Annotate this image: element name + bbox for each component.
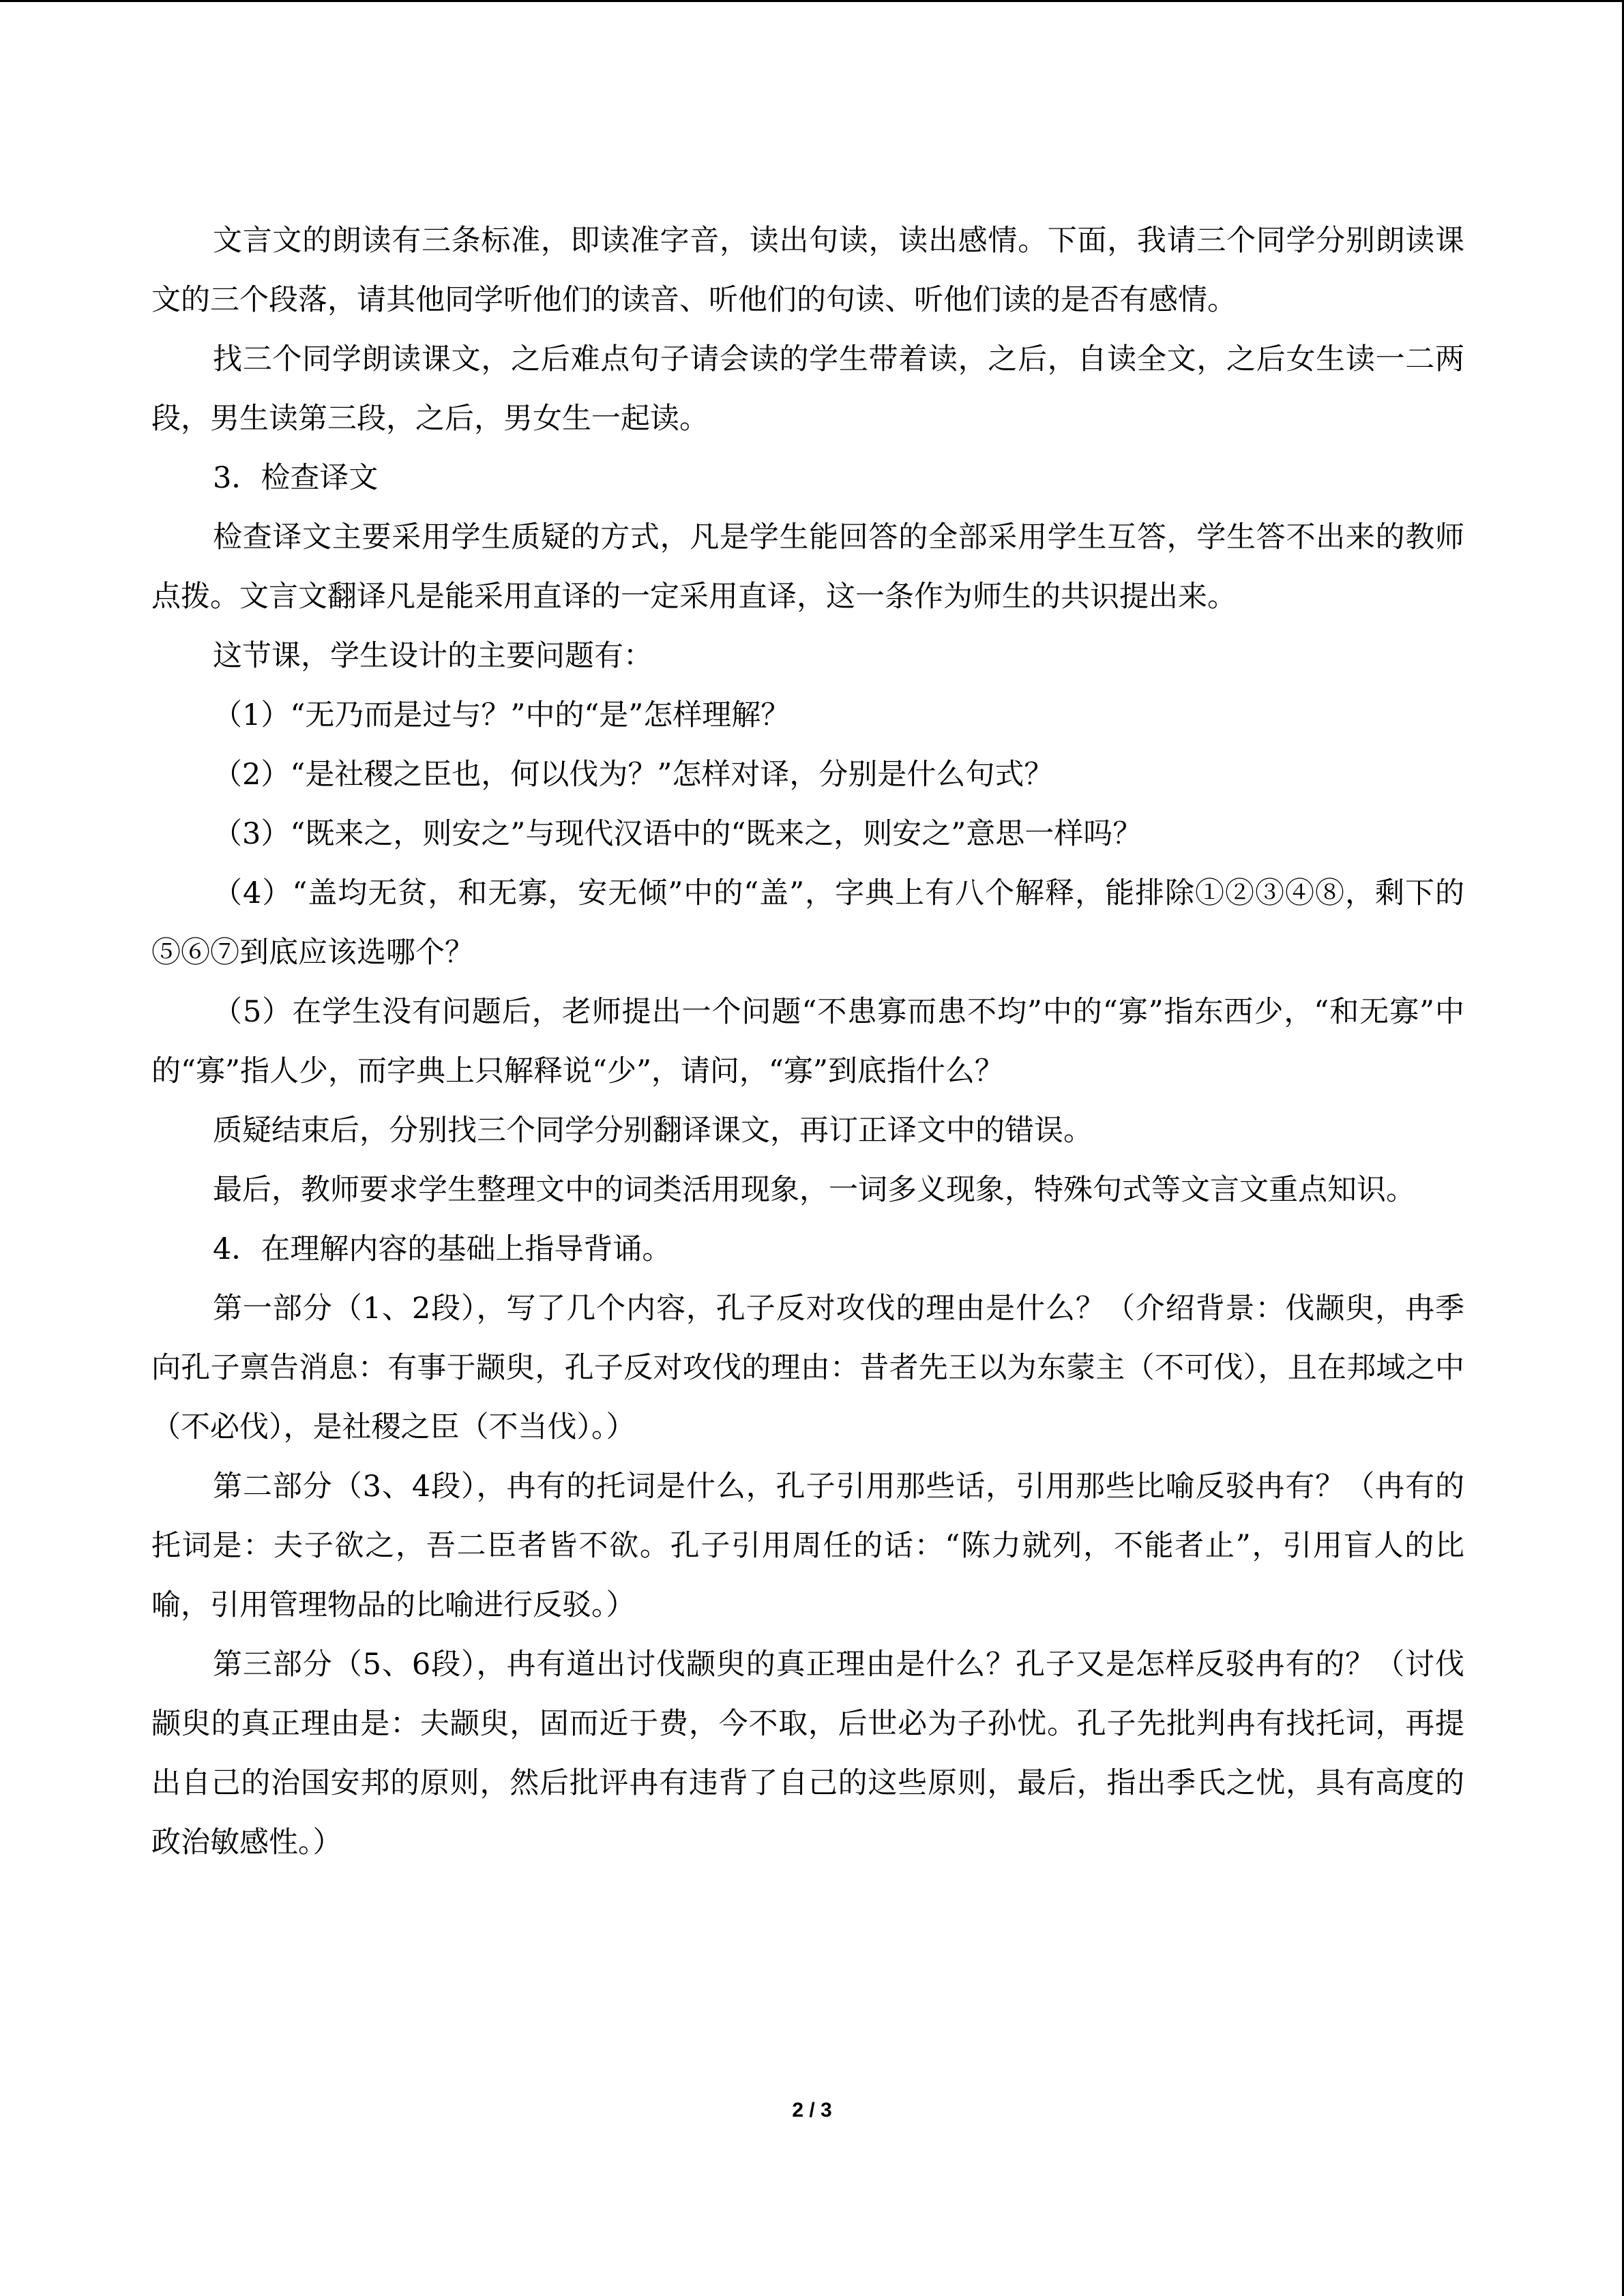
paragraph-part-three: 第三部分（5、6段），冉有道出讨伐颛臾的真正理由是什么？孔子又是怎样反驳冉有的？（讨伐颛臾的真正理由是：夫颛臾，固而近于费，今不取，后世必为子孙忧。孔子先批判冉有找托词，再提出自己的治国安邦的原则，然后批评冉有违背了自己的这些原则，最后，指出季氏之忧，具有高度的政治敏感性。） [151, 1648, 1464, 1860]
paragraph-part-two: 第二部分（3、4段），冉有的托词是什么，孔子引用那些话，引用那些比喻反驳冉有？（冉有的托词是：夫子欲之，吾二臣者皆不欲。孔子引用周任的话：“陈力就列，不能者止”，引用盲人的比喻，引用管理物品的比喻进行反驳。） [151, 1470, 1464, 1622]
page-top-border [0, 0, 1624, 2]
page-number: 2 / 3 [792, 2099, 832, 2121]
paragraph-part-one: 第一部分（1、2段），写了几个内容，孔子反对攻伐的理由是什么？（介绍背景：伐颛臾，冉季向孔子禀告消息：有事于颛臾，孔子反对攻伐的理由：昔者先王以为东蒙主（不可伐），且在邦域之中（不必伐），是社稷之臣（不当伐）。） [151, 1292, 1464, 1444]
question-item-2: （2）“是社稷之臣也，何以伐为？”怎样对译，分别是什么句式？ [213, 758, 1054, 792]
paragraph-reading-practice: 找三个同学朗读课文，之后难点句子请会读的学生带着读，之后，自读全文，之后女生读一二两段，男生读第三段，之后，男女生一起读。 [151, 342, 1464, 436]
paragraph-reading-standards: 文言文的朗读有三条标准，即读准字音，读出句读，读出感情。下面，我请三个同学分别朗读课文的三个段落，请其他同学听他们的读音、听他们的句读、听他们读的是否有感情。 [151, 224, 1464, 317]
section-heading-check-translation: 3．检查译文 [213, 461, 379, 495]
question-item-1: （1）“无乃而是过与？”中的“是”怎样理解？ [213, 698, 791, 732]
question-item-5: （5）在学生没有问题后，老师提出一个问题“不患寡而患不均”中的“寡”指东西少，“和无寡”中的“寡”指人少，而字典上只解释说“少”，请问，“寡”到底指什么？ [151, 995, 1464, 1088]
question-item-4: （4）“盖均无贫，和无寡，安无倾”中的“盖”，字典上有八个解释，能排除①②③④⑧，剩下的⑤⑥⑦到底应该选哪个？ [151, 876, 1464, 970]
paragraph-main-questions-intro: 这节课，学生设计的主要问题有： [213, 639, 653, 673]
section-heading-recitation: 4．在理解内容的基础上指导背诵。 [213, 1232, 672, 1266]
paragraph-after-questions: 质疑结束后，分别找三个同学分别翻译课文，再订正译文中的错误。 [213, 1114, 1093, 1148]
paragraph-summary-knowledge: 最后，教师要求学生整理文中的词类活用现象，一词多义现象，特殊句式等文言文重点知识。 [213, 1173, 1415, 1207]
paragraph-check-translation: 检查译文主要采用学生质疑的方式，凡是学生能回答的全部采用学生互答，学生答不出来的教师点拨。文言文翻译凡是能采用直译的一定采用直译，这一条作为师生的共识提出来。 [151, 520, 1464, 614]
document-body [151, 211, 1464, 1873]
question-item-3: （3）“既来之，则安之”与现代汉语中的“既来之，则安之”意思一样吗？ [213, 817, 1142, 851]
